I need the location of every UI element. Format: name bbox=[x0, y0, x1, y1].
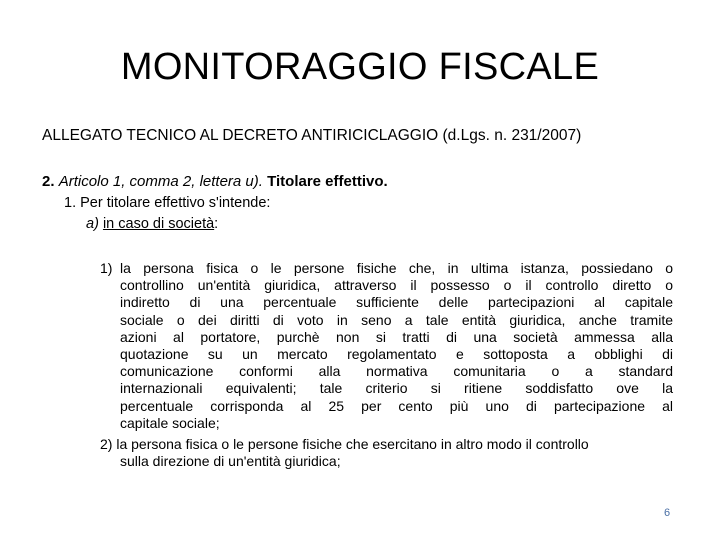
list-item-line: comunicazione conformi alla normativa comunitaria o a standard bbox=[120, 363, 673, 380]
comma-text: 1. Per titolare effettivo s'intende: bbox=[64, 195, 271, 211]
letter-text: in caso di società bbox=[102, 216, 215, 232]
page-number: 6 bbox=[664, 507, 671, 519]
letter-line bbox=[86, 215, 218, 234]
list-item-number: 2) bbox=[100, 436, 113, 452]
list-item-line: sociale o dei diritti di voto in seno a tale entità giuridica, anche tramite bbox=[120, 311, 673, 328]
list-item-line: internazionali equivalenti; tale criterio si ritiene soddisfatto ove la bbox=[120, 380, 673, 397]
list-item bbox=[100, 436, 680, 470]
list-item-body bbox=[120, 260, 673, 432]
article-heading bbox=[42, 172, 388, 191]
list-item-line: indiretto di una percentuale sufficiente delle partecipazioni al capitale bbox=[120, 294, 673, 311]
slide-title: MONITORAGGIO FISCALE bbox=[120, 46, 600, 88]
list-item-line bbox=[100, 436, 680, 453]
letter-suffix: : bbox=[214, 216, 219, 232]
letter-label: a) bbox=[86, 216, 99, 232]
list-item-line: percentuale corrisponda al 25 per cento più uno di partecipazione al bbox=[120, 397, 673, 414]
list-item-line: azioni al portatore, purchè non si tratti di una società ammessa alla bbox=[120, 328, 673, 345]
article-title: Titolare effettivo. bbox=[267, 173, 388, 190]
list-item bbox=[100, 260, 673, 432]
list-item-line: la persona fisica o le persone fisiche che, in ultima istanza, possiedano o bbox=[120, 260, 673, 276]
list-item-line: quotazione su un mercato regolamentato e sottoposta a obblighi di bbox=[120, 346, 673, 363]
article-number: 2. bbox=[42, 173, 55, 190]
list-item-number: 1) bbox=[100, 260, 113, 276]
list-item-text: la persona fisica o le persone fisiche che esercitano in altro modo il controllo bbox=[116, 436, 589, 452]
list-item-line: capitale sociale; bbox=[120, 414, 220, 431]
list-item-line: sulla direzione di un'entità giuridica; bbox=[120, 453, 341, 470]
list-item-line: controllino un'entità giuridica, attraverso il possesso o il controllo diretto o bbox=[120, 277, 673, 294]
subtitle: ALLEGATO TECNICO AL DECRETO ANTIRICICLAGGIO (d.Lgs. n. 231/2007) bbox=[42, 127, 582, 144]
article-reference: Articolo 1, comma 2, lettera u). bbox=[58, 173, 263, 190]
